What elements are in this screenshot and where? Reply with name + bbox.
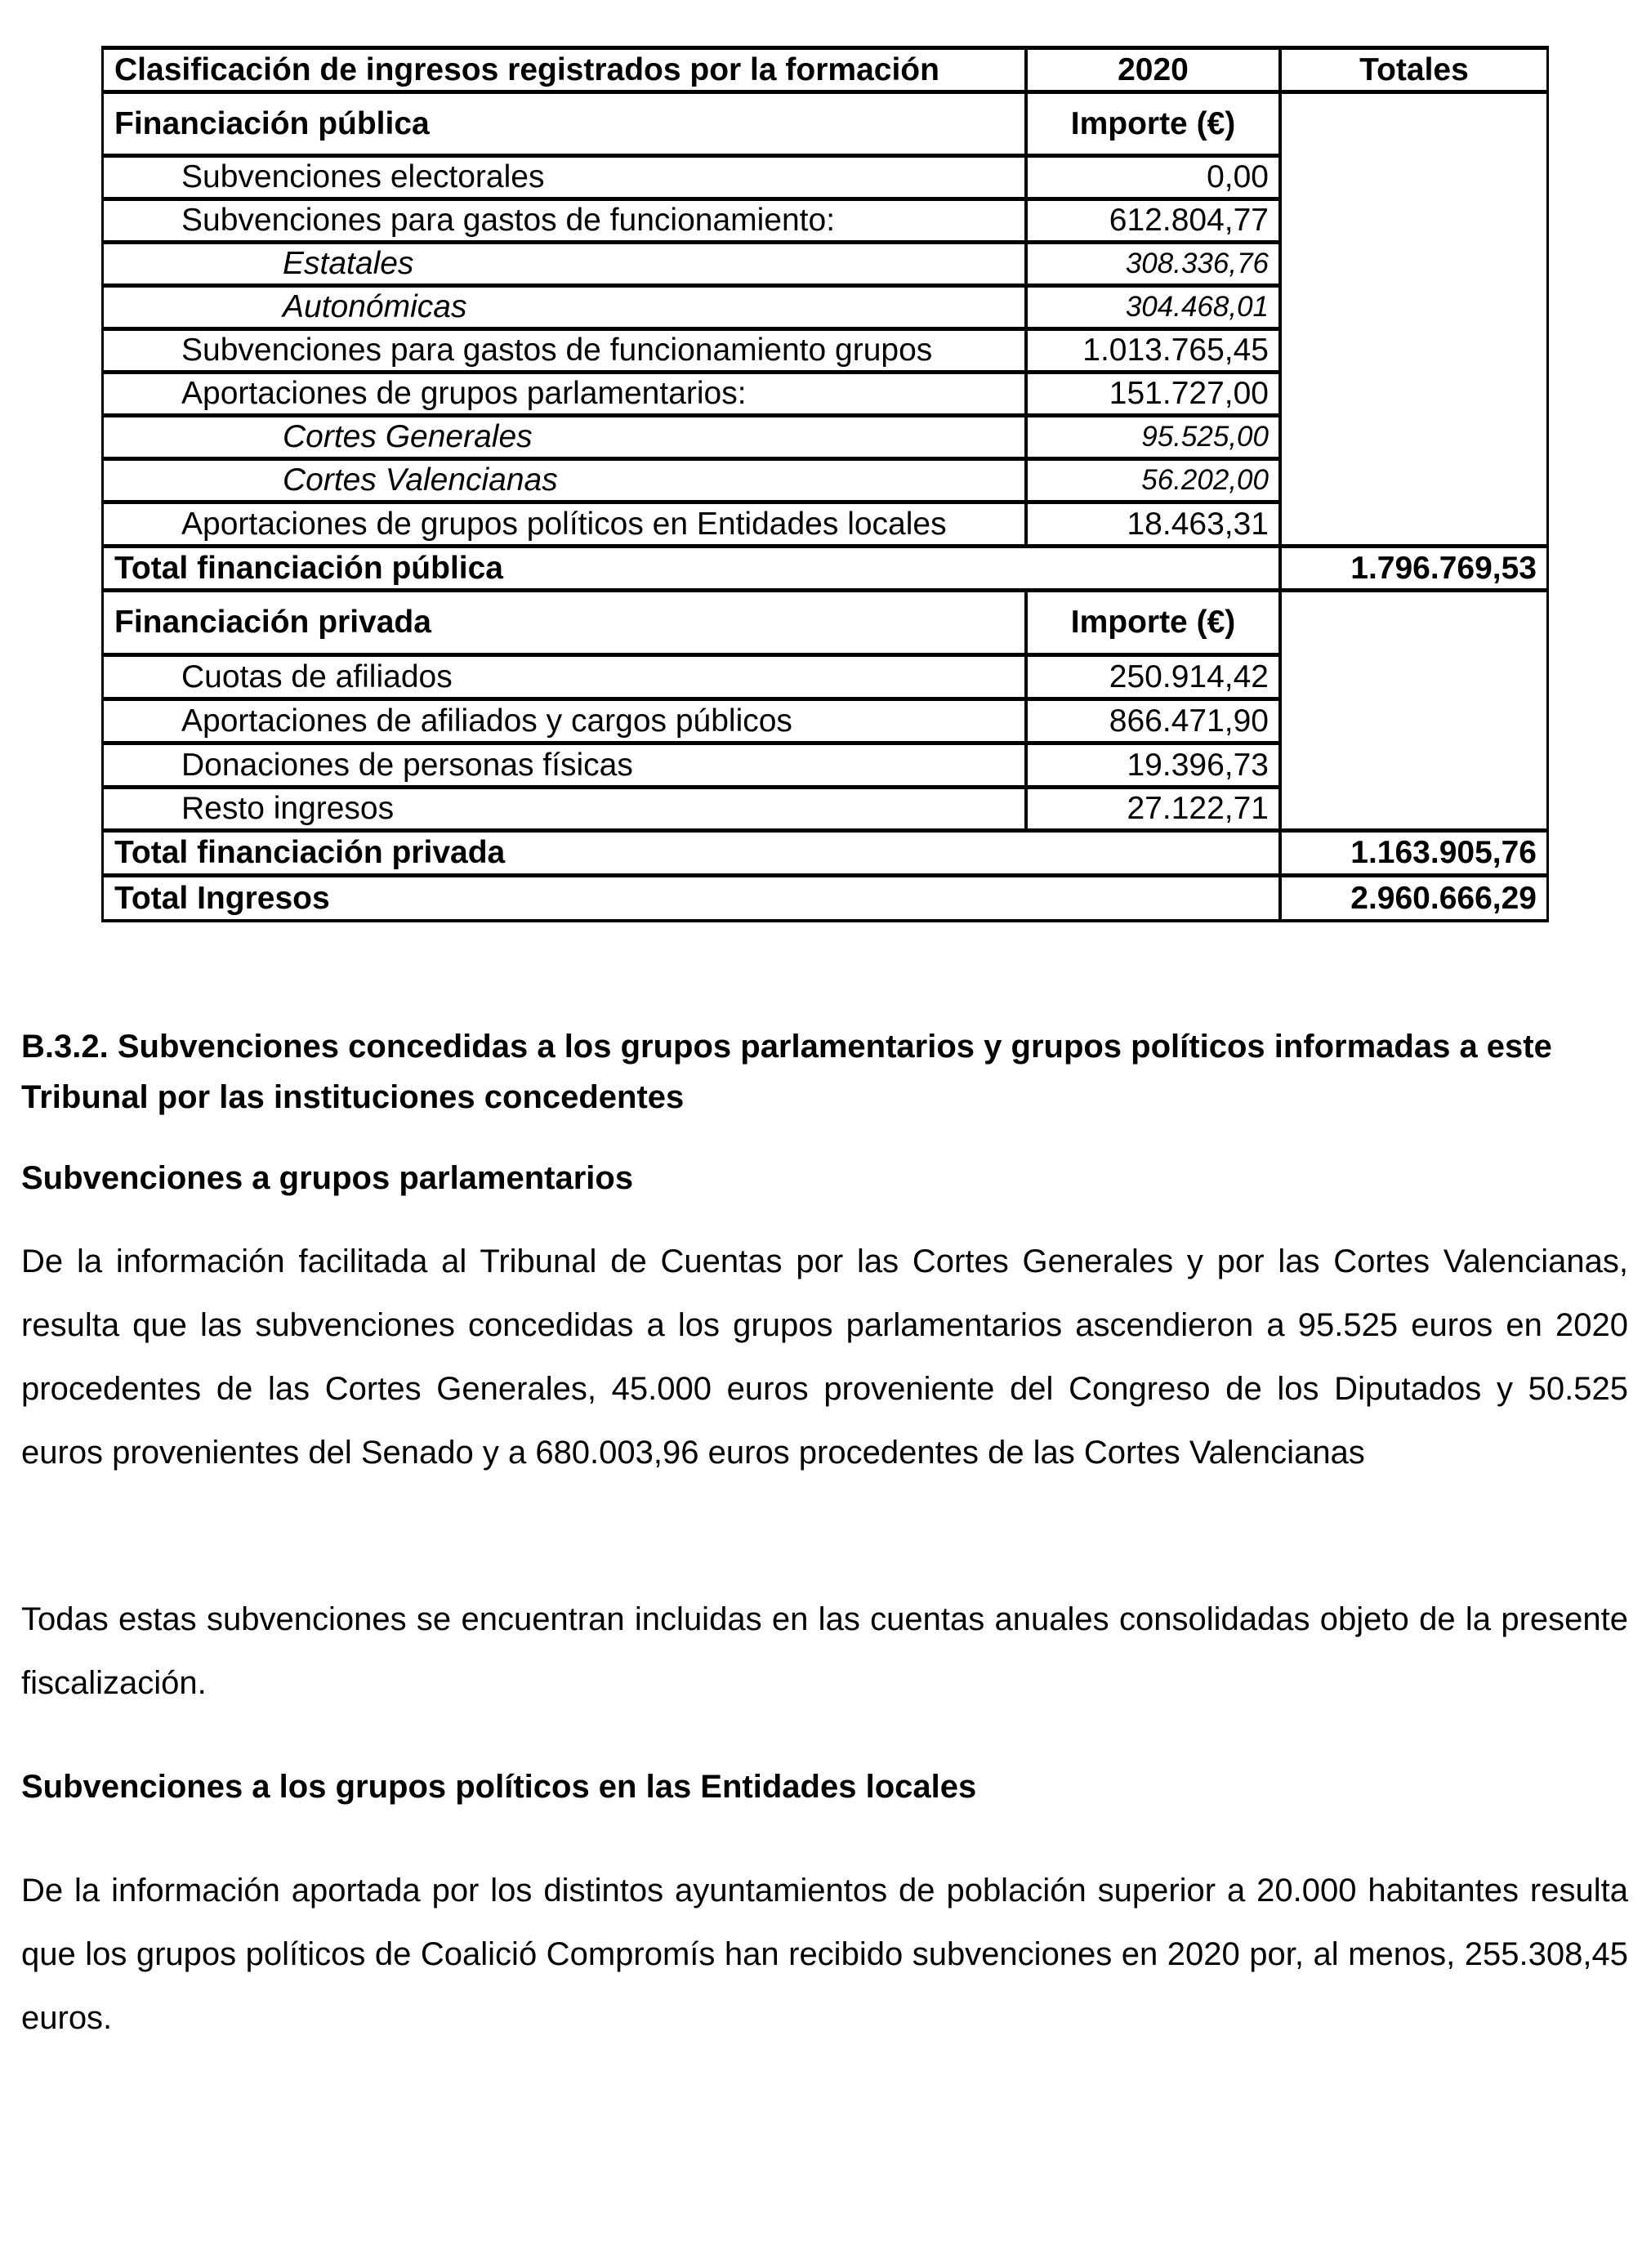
row-value: 250.914,42 (1109, 659, 1269, 694)
public-section-title: Financiación pública (114, 105, 430, 141)
total-private-label: Total financiación privada (114, 835, 506, 870)
grand-total-label: Total Ingresos (114, 880, 330, 916)
row-label: Aportaciones de grupos parlamentarios: (181, 376, 747, 411)
total-public-row (103, 546, 1548, 590)
row-value: 304.468,01 (1125, 291, 1269, 323)
row-label: Aportaciones de afiliados y cargos públicos (181, 703, 792, 739)
table-row (103, 328, 1548, 372)
column-divider (1278, 46, 1282, 922)
row-label: Resto ingresos (181, 791, 395, 826)
header-totals: Totales (1359, 51, 1469, 87)
table-divider (103, 90, 1548, 94)
table-row (103, 654, 1548, 699)
private-amount-header: Importe (€) (1070, 605, 1236, 640)
table-divider (103, 785, 1280, 789)
table-row (103, 155, 1548, 199)
column-divider (1024, 588, 1028, 830)
row-label: Estatales (283, 246, 414, 281)
row-label: Subvenciones para gastos de funcionamiento: (181, 203, 836, 238)
row-label: Subvenciones para gastos de funcionamiento grupos (181, 333, 933, 368)
table-divider (103, 873, 1548, 877)
table-border-right (1546, 46, 1549, 922)
grand-total-row (103, 875, 1548, 921)
table-row (103, 415, 1548, 458)
table-divider (103, 197, 1280, 201)
table-row (103, 699, 1548, 743)
paragraph-local-subsidies: De la información aportada por los distintos ayuntamientos de población superior a 20.000 habitantes resulta que los grupos políticos de Coalició Compromís han recibido subvenciones en 2020 por, al menos, 255.308,45 euros. (21, 1873, 1628, 2036)
row-label: Cuotas de afiliados (181, 659, 453, 694)
table-header-row (103, 47, 1548, 92)
total-public-value: 1.796.769,53 (1350, 550, 1537, 586)
row-value: 19.396,73 (1127, 747, 1269, 783)
row-label: Donaciones de personas físicas (181, 747, 633, 783)
row-value: 1.013.765,45 (1082, 333, 1269, 368)
table-divider (103, 588, 1548, 592)
section-heading: B.3.2. Subvenciones concedidas a los grupos parlamentarios y grupos políticos informadas a este Tribunal por las instituciones concedentes (21, 1029, 1552, 1115)
row-value: 56.202,00 (1141, 464, 1269, 496)
table-row (103, 285, 1548, 328)
row-value: 866.471,90 (1109, 703, 1269, 739)
public-amount-header: Importe (€) (1070, 105, 1236, 141)
table-divider (103, 697, 1280, 701)
table-row (103, 199, 1548, 242)
row-value: 0,00 (1207, 159, 1269, 194)
table-divider (103, 741, 1280, 745)
row-value: 308.336,76 (1125, 248, 1269, 279)
table-divider (103, 327, 1280, 331)
table-divider (103, 653, 1280, 657)
table-row (103, 502, 1548, 546)
table-divider (103, 457, 1280, 461)
subsection-title-parliamentary-groups: Subvenciones a grupos parlamentarios (21, 1160, 634, 1196)
public-section-header (103, 92, 1548, 155)
paragraph-consolidated-accounts: Todas estas subvenciones se encuentran incluidas en las cuentas anuales consolidadas objeto de la presente fiscalización. (21, 1601, 1628, 1701)
table-row (103, 242, 1548, 285)
row-value: 95.525,00 (1141, 421, 1269, 453)
row-label: Cortes Generales (283, 419, 533, 454)
row-label: Subvenciones electorales (181, 159, 545, 194)
table-border-top (103, 46, 1548, 50)
private-section-title: Financiación privada (114, 605, 431, 640)
row-value: 612.804,77 (1109, 203, 1269, 238)
table-divider (103, 370, 1280, 374)
table-divider (103, 413, 1280, 417)
table-divider (103, 500, 1280, 504)
table-divider (103, 544, 1548, 548)
header-classification: Clasificación de ingresos registrados por la formación (114, 51, 939, 87)
table-border-left (101, 46, 104, 922)
header-year: 2020 (1118, 51, 1189, 87)
table-row (103, 458, 1548, 502)
total-public-label: Total financiación pública (114, 550, 503, 586)
row-value: 27.122,71 (1127, 791, 1269, 826)
private-section-header (103, 590, 1548, 654)
table-divider (103, 154, 1280, 158)
subsection-title-local-entities: Subvenciones a los grupos políticos en las Entidades locales (21, 1769, 977, 1805)
grand-total-value: 2.960.666,29 (1350, 880, 1537, 916)
row-label: Aportaciones de grupos políticos en Entidades locales (181, 506, 947, 542)
column-divider (1024, 46, 1028, 546)
paragraph-parliamentary-subsidies: De la información facilitada al Tribunal de Cuentas por las Cortes Generales y por las Cortes Valencianas, resulta que las subvenciones concedidas a los grupos parlamentarios ascendieron a 95.525 euros en 2020 procedentes de las Cortes Generales, 45.000 euros proveniente del Congreso de los Diputados y 50.525 euros provenientes del Senado y a 680.003,96 euros procedentes de las Cortes Valencianas (21, 1243, 1628, 1471)
row-label: Autonómicas (283, 289, 467, 324)
row-label: Cortes Valencianas (283, 462, 558, 498)
table-row (103, 743, 1548, 787)
total-private-row (103, 830, 1548, 875)
row-value: 18.463,31 (1127, 506, 1269, 542)
table-row (103, 787, 1548, 830)
table-divider (103, 284, 1280, 288)
table-divider (103, 828, 1548, 833)
total-private-value: 1.163.905,76 (1350, 835, 1537, 870)
row-value: 151.727,00 (1109, 376, 1269, 411)
table-divider (103, 240, 1280, 244)
table-row (103, 372, 1548, 415)
table-border-bottom (103, 919, 1548, 922)
